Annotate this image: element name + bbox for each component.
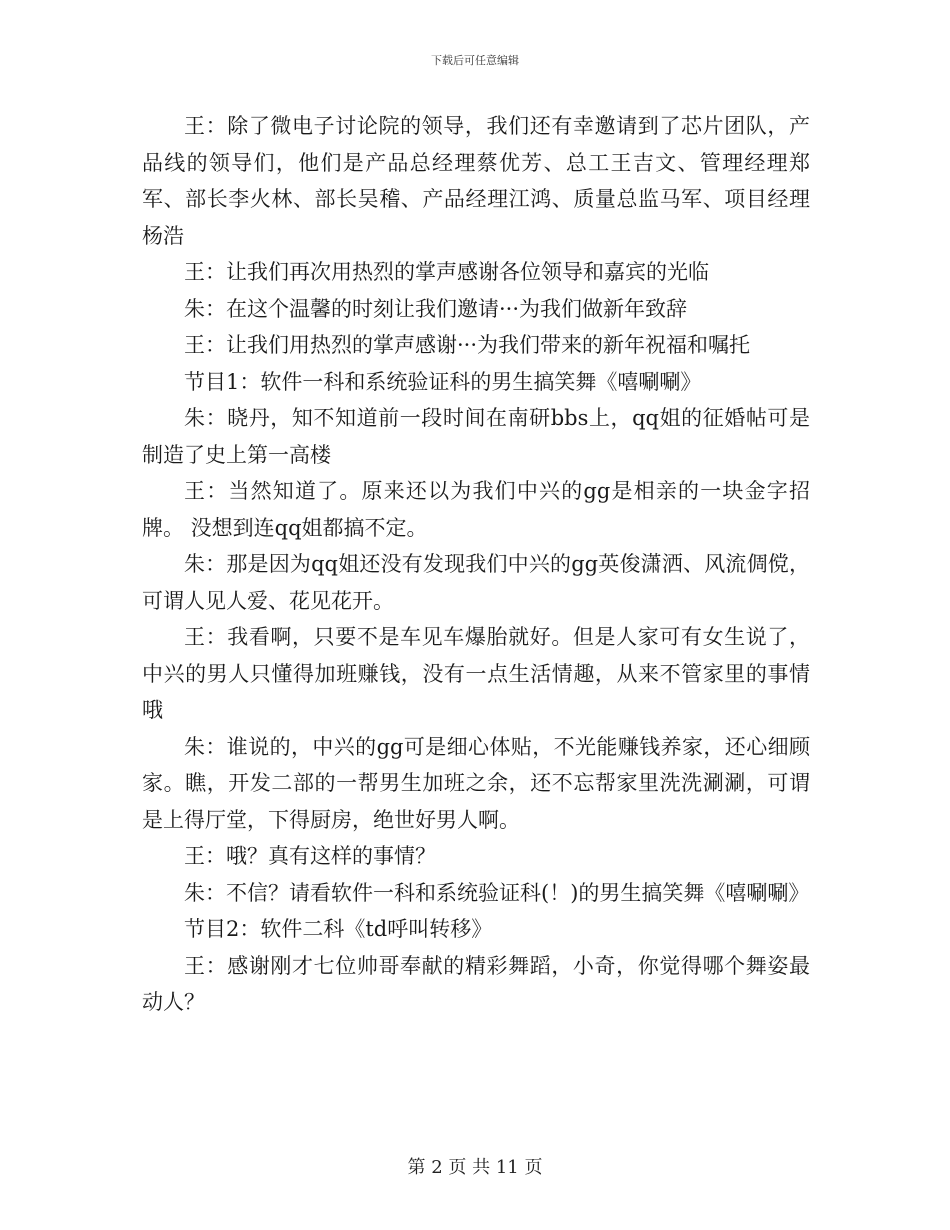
dialogue-paragraph: 王：感谢刚才七位帅哥奉献的精彩舞蹈，小奇，你觉得哪个舞姿最动人？ <box>142 953 810 1014</box>
dialogue-paragraph: 朱：谁说的，中兴的gg可是细心体贴，不光能赚钱养家，还心细顾家。瞧，开发二部的一帮男生加班之余，还不忘帮家里洗洗涮涮，可谓是上得厅堂，下得厨房，绝世好男人啊。 <box>142 734 810 832</box>
dialogue-paragraph: 王：当然知道了。原来还以为我们中兴的gg是相亲的一块金字招牌。 没想到连qq姐都搞不定。 <box>142 479 810 540</box>
dialogue-paragraph: 王：让我们用热烈的掌声感谢···为我们带来的新年祝福和嘱托 <box>184 333 751 357</box>
dialogue-paragraph: 王：哦？真有这样的事情？ <box>184 844 436 868</box>
page-header: 下载后可任意编辑 <box>431 54 519 67</box>
page-number: 第 2 页 共 11 页 <box>407 1157 543 1178</box>
dialogue-paragraph: 朱：在这个温馨的时刻让我们邀请···为我们做新年致辞 <box>184 296 688 321</box>
dialogue-paragraph: 王：我看啊，只要不是车见车爆胎就好。但是人家可有女生说了，中兴的男人只懂得加班赚钱，没有一点生活情趣，从来不管家里的事情哦 <box>142 625 810 722</box>
dialogue-paragraph: 王：除了微电子讨论院的领导，我们还有幸邀请到了芯片团队，产品线的领导们，他们是产品总经理蔡优芳、总工王吉文、管理经理郑军、部长李火林、部长吴稽、产品经理江鸿、质量总监马军、项目经理杨浩 <box>142 114 810 248</box>
document-body <box>142 108 810 1021</box>
program-item: 节目2：软件二科《td呼叫转移》 <box>184 917 493 941</box>
dialogue-paragraph: 朱：不信？请看软件一科和系统验证科(！)的男生搞笑舞《嘻唰唰》 <box>184 880 810 905</box>
dialogue-paragraph: 朱：那是因为qq姐还没有发现我们中兴的gg英俊潇洒、风流倜傥，可谓人见人爱、花见花开。 <box>142 552 810 613</box>
dialogue-paragraph: 王：让我们再次用热烈的掌声感谢各位领导和嘉宾的光临 <box>184 260 709 284</box>
program-item: 节目1：软件一科和系统验证科的男生搞笑舞《嘻唰唰》 <box>184 369 702 394</box>
dialogue-paragraph: 朱：晓丹，知不知道前一段时间在南研bbs上，qq姐的征婚帖可是制造了史上第一高楼 <box>142 406 810 467</box>
